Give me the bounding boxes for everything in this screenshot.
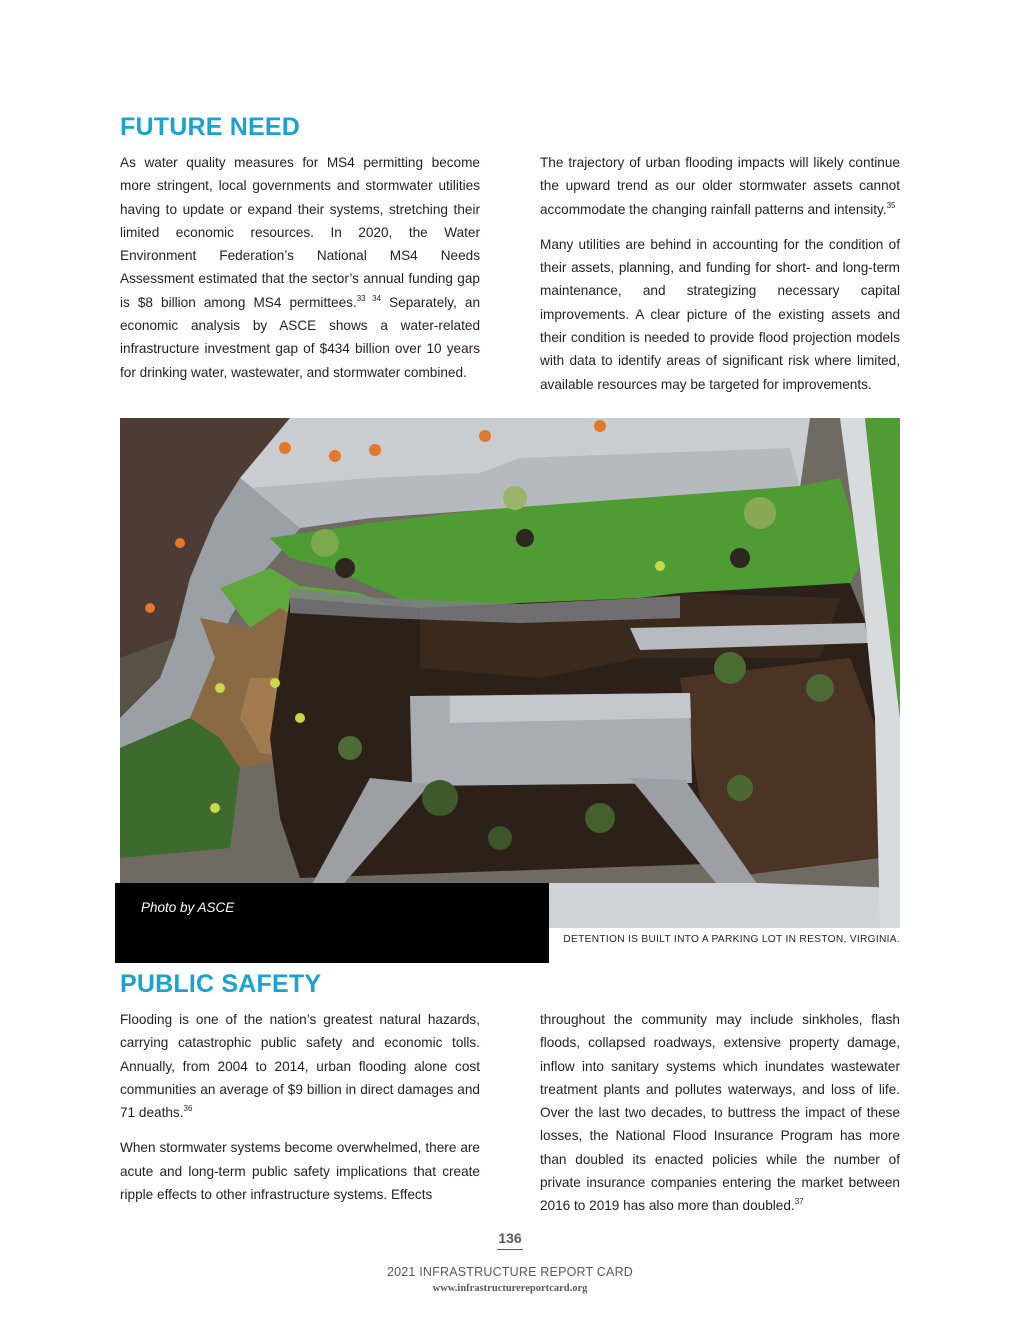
paragraph-text: throughout the community may include sinkholes, flash floods, collapsed roadways, extensive property damage, inflow into sanitary systems which inundates wastewater treatment plants and pollutes waterways, and loss of life. Over the last two decades, to buttress the impact of these losses, the National Flood Insurance Program has more than doubled its enacted policies while the number of private insurance companies entering the market between 2016 to 2019 has also more than doubled. (540, 1012, 900, 1214)
public-safety-left-paragraph-1 (120, 1008, 480, 1124)
footnote-ref[interactable]: 33 34 (356, 293, 382, 303)
public-safety-heading: PUBLIC SAFETY (120, 970, 322, 998)
photo-credit-box (115, 883, 549, 963)
footnote-ref[interactable]: 36 (183, 1104, 193, 1114)
paragraph-text: As water quality measures for MS4 permitting become more stringent, local governments and stormwater utilities having to update or expand their systems, stretching their limited economic resources. In 2020, the Water Environment Federation’s National MS4 Needs Assessment estimated that the sector’s annual funding gap is $8 billion among MS4 permittees. (120, 155, 480, 310)
photo-caption: DETENTION IS BUILT INTO A PARKING LOT IN RESTON, VIRGINIA. (563, 934, 900, 945)
footnote-ref[interactable]: 37 (794, 1197, 804, 1207)
public-safety-left-paragraph-2: When stormwater systems become overwhelmed, there are acute and long-term public safety implications that create ripple effects to other infrastructure systems. Effects (120, 1140, 480, 1203)
footnote-ref[interactable]: 35 (886, 200, 896, 210)
public-safety-left-column (120, 1008, 480, 1206)
paragraph-text: Flooding is one of the nation’s greatest natural hazards, carrying catastrophic public safety and economic tolls. Annually, from 2004 to 2014, urban flooding alone cost communities an average of $9 billion in direct damages and 71 deaths. (120, 1012, 480, 1121)
public-safety-right-column (540, 1008, 900, 1218)
paragraph-text: The trajectory of urban flooding impacts will likely continue the upward trend as our older stormwater assets cannot accommodate the changing rainfall patterns and intensity. (540, 155, 900, 217)
footer-url-link[interactable]: www.infrastructurereportcard.org (432, 1283, 588, 1294)
photo-credit: Photo by ASCE (141, 900, 235, 915)
future-need-right-paragraph-1 (540, 151, 900, 221)
footer-report-title: 2021 INFRASTRUCTURE REPORT CARD (386, 1265, 634, 1279)
page-number-underline (497, 1249, 523, 1250)
future-need-right-paragraph-2: Many utilities are behind in accounting for the condition of their assets, planning, and funding for short- and long-term maintenance, and strategizing necessary capital improvements. A clear picture of the existing assets and their condition is needed to provide flood projection models with data to identify areas of significant risk where limited, available resources may be targeted for improvements. (540, 236, 900, 392)
page-number: 136 (498, 1230, 522, 1246)
paragraph-text: Separately, an economic analysis by ASCE shows a water-related infrastructure investment gap of $434 billion over 10 years for drinking water, wastewater, and stormwater combined. (120, 294, 481, 380)
future-need-heading: FUTURE NEED (120, 113, 300, 141)
future-need-left-column (120, 151, 480, 384)
parking-lot-detention-photo (120, 418, 900, 928)
future-need-right-column (540, 151, 900, 396)
future-need-left-paragraph (120, 151, 480, 384)
public-safety-right-paragraph (540, 1008, 900, 1218)
